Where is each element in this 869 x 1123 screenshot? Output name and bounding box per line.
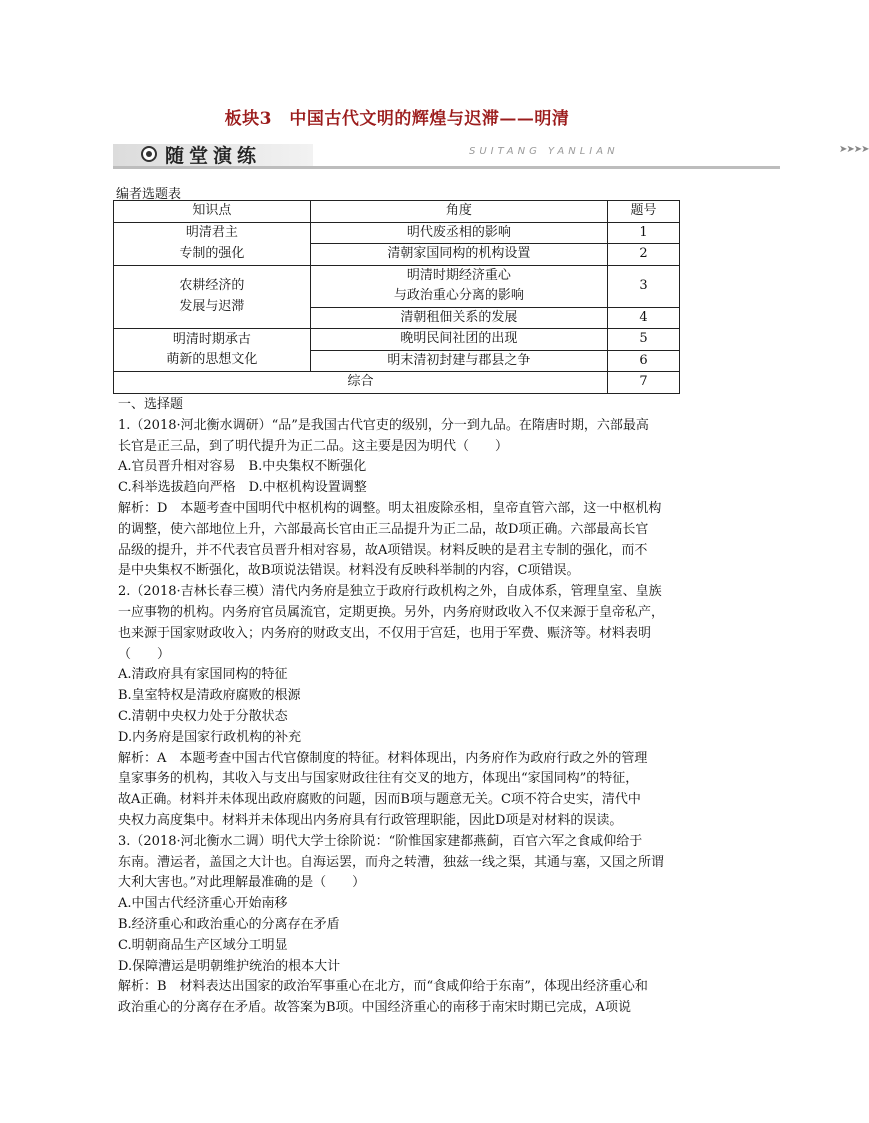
text-line: 2.（2018·吉林长春三模）清代内务府是独立于政府行政机构之外，自成体系，管理皇室、皇族 [118,584,662,600]
text-line: C.清朝中央权力处于分散状态 [118,708,288,724]
text-line: 一、选择题 [118,397,184,412]
text-line: 一应事物的机构。内务府官员属流官，定期更换。另外，内务府财政收入不仅来源于皇帝私产， [118,604,665,620]
text-line: 1.（2018·河北衡水调研）“品”是我国古代官吏的级别，分一到九品。在隋唐时期，六部最高 [118,417,649,433]
text-line: 央权力高度集中。材料并未体现出内务府具有行政管理职能，因此D项是对材料的误读。 [118,812,623,828]
column-header: 知识点 [114,201,311,223]
cell-text: 明清君主 [185,225,238,240]
column-header: 题号 [608,201,680,223]
text-line: （ ） [118,646,171,662]
text-line: C.科举选拔趋向严格 D.中枢机构设置调整 [118,480,367,496]
summary-label: 综合 [114,372,608,394]
cell-text: 专制的强化 [179,245,245,261]
text-line: 也来源于国家财政收入；内务府的财政支出，不仅用于宫廷，也用于军费、赈济等。材料表明 [118,625,652,641]
table-row [114,329,680,351]
topic-table [113,200,680,394]
topic-cell [114,265,311,329]
arrows-icon: ➤➤➤➤ [839,144,869,155]
table-header-row [114,201,680,223]
text-line: A.中国古代经济重心开始南移 [118,896,288,912]
table-row [114,265,680,307]
number-cell: 5 [608,329,680,351]
text-line: A.清政府具有家国同构的特征 [118,667,288,683]
angle-cell [310,222,607,244]
number-cell: 6 [608,350,680,372]
text-line: D.内务府是国家行政机构的补充 [118,729,302,745]
cell-text: 农耕经济的 [179,278,245,294]
text-line: 品级的提升，并不代表官员晋升相对容易，故A项错误。材料反映的是君主专制的强化，而不 [118,542,648,558]
cell-text: 明清时期经济重心 [406,267,511,283]
text-line: C.明朝商品生产区域分工明显 [118,937,288,953]
angle-cell [310,244,607,266]
page-title: 板块3 中国古代文明的辉煌与迟滞——明清 [224,109,570,129]
cell-text: 与政治重心分离的影响 [393,288,524,303]
cell-text: 晚明民间社团的出现 [400,331,518,346]
text-line: D.保障漕运是明朝维护统治的根本大计 [118,958,341,974]
banner-label: 随堂演练 [165,145,262,167]
text-line: 解析：B 材料表达出国家的政治军事重心在北方，而“食咸仰给于东南”，体现出经济重心和 [118,979,648,995]
column-header: 角度 [310,201,607,223]
text-line: 政治重心的分离存在矛盾。故答案为B项。中国经济重心的南移于南宋时期已完成，A项说 [118,1000,631,1016]
text-line: 皇家事务的机构，其收入与支出与国家财政往往有交叉的地方，体现出“家国同构”的特征， [118,771,639,787]
target-icon [141,146,157,162]
cell-text: 发展与迟滞 [179,298,245,314]
number-cell: 2 [608,244,680,266]
angle-cell [310,307,607,329]
summary-number: 7 [608,372,680,394]
cell-text: 萌新的思想文化 [166,352,258,367]
angle-cell [310,350,607,372]
banner-latin: SUITANG YANLIAN [469,146,619,157]
text-line: 的调整，使六部地位上升，六部最高长官由正三品提升为正二品，故D项正确。六部最高长官 [118,521,649,537]
topic-cell [114,222,311,265]
text-line: 东南。漕运者，盖国之大计也。自海运罢，而舟之转漕，独兹一线之渠，其通与塞，又国之所谓 [118,854,665,870]
cell-text: 明代废丞相的影响 [406,224,511,240]
table-caption: 编者选题表 [116,187,182,202]
text-line: 故A正确。材料并未体现出政府腐败的问题，因而B项与题意无关。C项不符合史实，清代中 [118,792,641,808]
text-line: 大利大害也。”对此理解最准确的是（ ） [118,875,366,891]
cell-text: 清朝租佃关系的发展 [400,309,518,325]
table-row [114,222,680,244]
text-line: A.官员晋升相对容易 B.中央集权不断强化 [118,459,367,475]
text-line: 解析：A 本题考查中国古代官僚制度的特征。材料体现出，内务府作为政府行政之外的管理 [118,750,648,766]
text-line: 长官是正三品，到了明代提升为正二品。这主要是因为明代（ ） [118,438,509,454]
text-line: 3.（2018·河北衡水二调）明代大学士徐阶说：“阶惟国家建都燕蓟，百官六军之食咸仰给于 [118,833,643,849]
angle-cell [310,265,607,307]
cell-text: 明末清初封建与郡县之争 [387,352,531,368]
text-line: 是中央集权不断强化，故B项说法错误。材料没有反映科举制的内容，C项错误。 [118,563,580,579]
cell-text: 明清时期承古 [172,331,251,347]
number-cell: 3 [608,265,680,307]
section-banner [113,144,869,178]
number-cell: 1 [608,222,680,244]
topic-cell [114,329,311,372]
question-content [118,395,684,1019]
text-line: B.皇室特权是清政府腐败的根源 [118,688,301,704]
text-line: 解析：D 本题考查中国明代中枢机构的调整。明太祖废除丞相，皇帝直管六部，这一中枢机构 [118,500,662,516]
number-cell: 4 [608,307,680,329]
angle-cell [310,329,607,351]
text-line: B.经济重心和政治重心的分离存在矛盾 [118,916,340,932]
cell-text: 清朝家国同构的机构设置 [387,246,531,261]
summary-row [114,372,680,394]
